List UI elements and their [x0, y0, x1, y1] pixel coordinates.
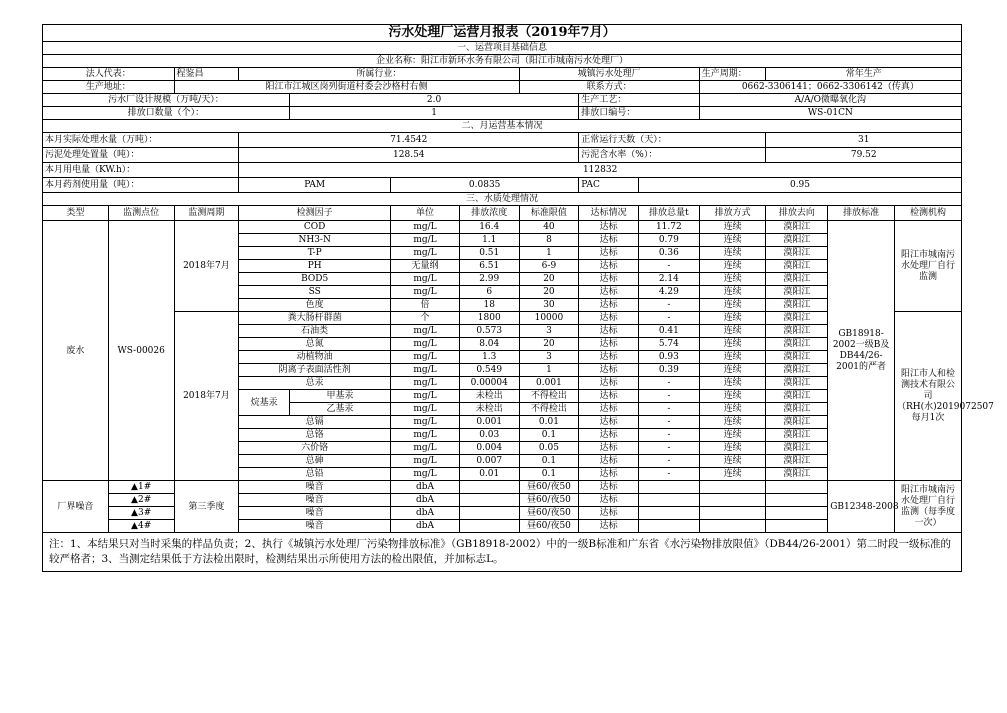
- cell-limit: 不得检出: [519, 390, 579, 403]
- cell-mode: 连续: [699, 416, 766, 429]
- cell-unit: 倍: [391, 299, 460, 312]
- cell-status: 达标: [579, 429, 639, 442]
- header-period: 监测周期: [174, 206, 239, 221]
- cell-dest: [766, 520, 828, 533]
- cell-conc: 8.04: [459, 338, 519, 351]
- pac-value: 0.95: [638, 178, 961, 193]
- cell-factor: 总汞: [239, 377, 391, 390]
- cell-factor: 甲基汞: [289, 390, 390, 403]
- header-mode: 排放方式: [699, 206, 766, 221]
- cell-unit: mg/L: [391, 247, 460, 260]
- period-noise: 第三季度: [174, 481, 239, 533]
- cell-conc: [459, 520, 519, 533]
- cell-mode: 连续: [699, 286, 766, 299]
- cell-factor: 粪大肠杆群菌: [239, 312, 391, 325]
- cell-mode: 连续: [699, 429, 766, 442]
- cell-conc: [459, 494, 519, 507]
- water-volume-label: 本月实际处理水量（万吨）：: [43, 133, 239, 148]
- legal-rep-value: 程鉴昌: [174, 68, 239, 81]
- section-title-monthly: 二、月运营基本情况: [43, 120, 962, 133]
- cell-conc: [459, 481, 519, 494]
- outlet-code-label: 排放口编号：: [579, 107, 699, 120]
- cell-dest: 漠阳江: [766, 286, 828, 299]
- cell-factor: 乙基汞: [289, 403, 390, 416]
- cell-dest: 漠阳江: [766, 312, 828, 325]
- cell-unit: mg/L: [391, 364, 460, 377]
- cell-limit: 20: [519, 338, 579, 351]
- footnote: 注：1、本结果只对当时采集的样品负责；2、执行《城镇污水处理厂污染物排放标准》（GB18918-2002）中的一级B标准和广东省《水污染物排放限值》（DB44/26-2001）第二时段一级标准的较严格者；3、当测定结果低于方法检出限时，检测结果出示所使用方法的检出限值，并加标志L。: [43, 533, 962, 572]
- cell-total: 0.39: [638, 364, 699, 377]
- cell-status: 达标: [579, 403, 639, 416]
- cell-conc: 18: [459, 299, 519, 312]
- cell-dest: 漠阳江: [766, 338, 828, 351]
- cell-dest: [766, 494, 828, 507]
- cell-conc: 0.03: [459, 429, 519, 442]
- period-a: 2018年7月: [174, 221, 239, 312]
- enterprise-name: 企业名称：阳江市新环水务有限公司（阳江市城南污水处理厂）: [43, 55, 962, 68]
- report-body: [43, 25, 994, 572]
- cell-unit: mg/L: [391, 429, 460, 442]
- cell-mode: 连续: [699, 377, 766, 390]
- cell-status: 达标: [579, 455, 639, 468]
- cell-dest: 漠阳江: [766, 455, 828, 468]
- cell-total: 0.79: [638, 234, 699, 247]
- cell-total: 0.93: [638, 351, 699, 364]
- cell-factor: NH3-N: [239, 234, 391, 247]
- cell-factor: 六价铬: [239, 442, 391, 455]
- cell-status: 达标: [579, 481, 639, 494]
- pac-label: PAC: [579, 178, 639, 193]
- cell-limit: 昼60/夜50: [519, 481, 579, 494]
- cell-mode: [699, 507, 766, 520]
- cell-dest: 漠阳江: [766, 299, 828, 312]
- cell-mode: 连续: [699, 442, 766, 455]
- header-dest: 排放去向: [766, 206, 828, 221]
- cell-mode: 连续: [699, 455, 766, 468]
- header-limit: 标准限值: [519, 206, 579, 221]
- cell-total: 5.74: [638, 338, 699, 351]
- cell-total: 0.41: [638, 325, 699, 338]
- cell-unit: mg/L: [391, 416, 460, 429]
- cell-dest: 漠阳江: [766, 442, 828, 455]
- cell-conc: 6.51: [459, 260, 519, 273]
- cell-mode: 连续: [699, 403, 766, 416]
- water-volume-value: 71.4542: [239, 133, 579, 148]
- header-conc: 排放浓度: [459, 206, 519, 221]
- cell-total: 2.14: [638, 273, 699, 286]
- cell-conc: 0.01: [459, 468, 519, 481]
- cell-total: [638, 494, 699, 507]
- cell-limit: 0.01: [519, 416, 579, 429]
- legal-rep-label: 法人代表：: [43, 68, 175, 81]
- cell-dest: 漠阳江: [766, 247, 828, 260]
- cell-status: 达标: [579, 507, 639, 520]
- cell-status: 达标: [579, 338, 639, 351]
- cell-unit: dbA: [391, 494, 460, 507]
- cell-dest: [766, 481, 828, 494]
- cell-total: -: [638, 455, 699, 468]
- cell-unit: mg/L: [391, 351, 460, 364]
- cell-total: -: [638, 416, 699, 429]
- cell-factor: 总镉: [239, 416, 391, 429]
- contact-value: 0662-3306141；0662-3306142（传真）: [699, 81, 961, 94]
- outlet-count-value: 1: [289, 107, 578, 120]
- cell-dest: 漠阳江: [766, 390, 828, 403]
- cell-conc: 1.1: [459, 234, 519, 247]
- cell-total: -: [638, 312, 699, 325]
- sludge-label: 污泥处理处置量（吨）：: [43, 148, 239, 163]
- report-container: [42, 24, 994, 572]
- cell-status: 达标: [579, 377, 639, 390]
- cell-unit: dbA: [391, 520, 460, 533]
- cell-mode: 连续: [699, 221, 766, 234]
- cell-status: 达标: [579, 312, 639, 325]
- cell-conc: 2.99: [459, 273, 519, 286]
- cell-conc: 1800: [459, 312, 519, 325]
- cell-unit: mg/L: [391, 325, 460, 338]
- report-table: [42, 24, 994, 572]
- cell-limit: 10000: [519, 312, 579, 325]
- section-title-basic: 一、运营项目基础信息: [43, 42, 962, 55]
- cell-dest: 漠阳江: [766, 221, 828, 234]
- type-wastewater: 废水: [43, 221, 109, 481]
- cell-conc: 未检出: [459, 403, 519, 416]
- cell-mode: 连续: [699, 351, 766, 364]
- process-value: A/A/O微曝氧化沟: [699, 94, 961, 107]
- address-value: 阳江市江城区岗列街道村委会沙格村右侧: [174, 81, 519, 94]
- cell-factor: COD: [239, 221, 391, 234]
- cell-factor: 动植物油: [239, 351, 391, 364]
- cell-status: 达标: [579, 299, 639, 312]
- cell-unit: mg/L: [391, 377, 460, 390]
- cell-factor: 石油类: [239, 325, 391, 338]
- cell-status: 达标: [579, 364, 639, 377]
- cell-unit: mg/L: [391, 221, 460, 234]
- agency-a: 阳江市城南污水处理厂自行监测: [894, 221, 961, 312]
- cell-dest: [766, 507, 828, 520]
- address-label: 生产地址：: [43, 81, 175, 94]
- cell-status: 达标: [579, 351, 639, 364]
- industry-value: 城镇污水处理厂: [519, 68, 699, 81]
- cell-status: 达标: [579, 247, 639, 260]
- cell-conc: 16.4: [459, 221, 519, 234]
- period-label: 生产周期：: [699, 68, 766, 81]
- cell-factor: 总铬: [239, 429, 391, 442]
- cell-limit: 0.001: [519, 377, 579, 390]
- cell-limit: 3: [519, 351, 579, 364]
- cell-mode: 连续: [699, 234, 766, 247]
- cell-dest: 漠阳江: [766, 364, 828, 377]
- cell-factor: 阴离子表面活性剂: [239, 364, 391, 377]
- pam-value: 0.0835: [391, 178, 579, 193]
- alkyl-mercury-group: 烷基汞: [239, 390, 290, 416]
- cell-status: 达标: [579, 416, 639, 429]
- cell-unit: 个: [391, 312, 460, 325]
- cell-unit: 无量纲: [391, 260, 460, 273]
- cell-point: ▲2#: [108, 494, 174, 507]
- header-unit: 单位: [391, 206, 460, 221]
- pam-label: PAM: [239, 178, 391, 193]
- cell-status: 达标: [579, 520, 639, 533]
- cell-status: 达标: [579, 273, 639, 286]
- cell-limit: 30: [519, 299, 579, 312]
- cell-conc: [459, 507, 519, 520]
- design-scale-value: 2.0: [289, 94, 578, 107]
- header-total: 排放总量t: [638, 206, 699, 221]
- cell-mode: [699, 481, 766, 494]
- cell-point: ▲4#: [108, 520, 174, 533]
- cell-dest: 漠阳江: [766, 351, 828, 364]
- cell-status: 达标: [579, 325, 639, 338]
- cell-unit: mg/L: [391, 273, 460, 286]
- cell-point: ▲1#: [108, 481, 174, 494]
- cell-mode: 连续: [699, 260, 766, 273]
- cell-factor: SS: [239, 286, 391, 299]
- cell-conc: 1.3: [459, 351, 519, 364]
- cell-limit: 1: [519, 364, 579, 377]
- contact-label: 联系方式：: [519, 81, 699, 94]
- cell-mode: 连续: [699, 299, 766, 312]
- header-type: 类型: [43, 206, 109, 221]
- point-wastewater: WS-00026: [108, 221, 174, 481]
- process-label: 生产工艺：: [579, 94, 699, 107]
- cell-unit: mg/L: [391, 442, 460, 455]
- cell-conc: 0.001: [459, 416, 519, 429]
- cell-conc: 0.549: [459, 364, 519, 377]
- cell-mode: 连续: [699, 247, 766, 260]
- cell-status: 达标: [579, 260, 639, 273]
- cell-limit: 3: [519, 325, 579, 338]
- cell-conc: 未检出: [459, 390, 519, 403]
- cell-status: 达标: [579, 390, 639, 403]
- cell-unit: mg/L: [391, 390, 460, 403]
- cell-status: 达标: [579, 221, 639, 234]
- cell-total: -: [638, 299, 699, 312]
- moisture-label: 污泥含水率（%）：: [579, 148, 766, 163]
- section-title-quality: 三、水质处理情况: [43, 193, 962, 206]
- cell-total: -: [638, 377, 699, 390]
- cell-limit: 40: [519, 221, 579, 234]
- cell-total: -: [638, 442, 699, 455]
- header-factor: 检测因子: [239, 206, 391, 221]
- cell-factor: 总砷: [239, 455, 391, 468]
- cell-limit: 20: [519, 273, 579, 286]
- header-point: 监测点位: [108, 206, 174, 221]
- type-noise: 厂界噪音: [43, 481, 109, 533]
- cell-mode: 连续: [699, 364, 766, 377]
- note-row: [43, 533, 962, 572]
- outlet-code-value: WS-01CN: [699, 107, 961, 120]
- cell-total: [638, 507, 699, 520]
- cell-mode: 连续: [699, 312, 766, 325]
- running-days-value: 31: [766, 133, 962, 148]
- power-label: 本月用电量（KW.h）：: [43, 163, 239, 178]
- cell-conc: 0.00004: [459, 377, 519, 390]
- cell-conc: 6: [459, 286, 519, 299]
- cell-limit: 不得检出: [519, 403, 579, 416]
- cell-dest: 漠阳江: [766, 260, 828, 273]
- cell-factor: 总铅: [239, 468, 391, 481]
- cell-total: -: [638, 390, 699, 403]
- cell-dest: 漠阳江: [766, 429, 828, 442]
- cell-limit: 1: [519, 247, 579, 260]
- header-standard: 排放标准: [828, 206, 895, 221]
- cell-total: 4.29: [638, 286, 699, 299]
- sludge-value: 128.54: [239, 148, 579, 163]
- period-value: 常年生产: [766, 68, 962, 81]
- cell-status: 达标: [579, 468, 639, 481]
- cell-limit: 20: [519, 286, 579, 299]
- cell-limit: 0.1: [519, 468, 579, 481]
- cell-factor: 噪音: [239, 481, 391, 494]
- cell-limit: 昼60/夜50: [519, 507, 579, 520]
- design-scale-label: 污水厂设计规模（万吨/天）：: [43, 94, 290, 107]
- cell-total: -: [638, 468, 699, 481]
- power-value: 112832: [239, 163, 962, 178]
- cell-mode: 连续: [699, 338, 766, 351]
- agency-b: 阳江市人和检测技术有限公司（RH(水)2019072507每月1次: [894, 312, 961, 481]
- table-row: [43, 481, 962, 494]
- cell-factor: 噪音: [239, 507, 391, 520]
- cell-factor: T-P: [239, 247, 391, 260]
- cell-unit: mg/L: [391, 468, 460, 481]
- cell-dest: 漠阳江: [766, 273, 828, 286]
- agency-noise: 阳江市城南污水处理厂自行监测（每季度一次）: [894, 481, 961, 533]
- cell-status: 达标: [579, 494, 639, 507]
- cell-status: 达标: [579, 442, 639, 455]
- cell-dest: 漠阳江: [766, 468, 828, 481]
- cell-limit: 0.1: [519, 455, 579, 468]
- cell-dest: 漠阳江: [766, 403, 828, 416]
- cell-mode: 连续: [699, 325, 766, 338]
- cell-limit: 0.1: [519, 429, 579, 442]
- cell-total: -: [638, 403, 699, 416]
- cell-total: 11.72: [638, 221, 699, 234]
- cell-unit: mg/L: [391, 455, 460, 468]
- cell-mode: 连续: [699, 468, 766, 481]
- cell-unit: mg/L: [391, 286, 460, 299]
- cell-dest: 漠阳江: [766, 234, 828, 247]
- cell-unit: dbA: [391, 507, 460, 520]
- cell-conc: 0.51: [459, 247, 519, 260]
- table-row: [43, 312, 962, 325]
- cell-unit: mg/L: [391, 234, 460, 247]
- cell-point: ▲3#: [108, 507, 174, 520]
- cell-limit: 昼60/夜50: [519, 494, 579, 507]
- cell-status: 达标: [579, 234, 639, 247]
- header-status: 达标情况: [579, 206, 639, 221]
- cell-factor: PH: [239, 260, 391, 273]
- cell-limit: 0.05: [519, 442, 579, 455]
- chemical-label: 本月药剂使用量（吨）：: [43, 178, 239, 193]
- cell-unit: mg/L: [391, 338, 460, 351]
- outlet-count-label: 排放口数量（个）：: [43, 107, 290, 120]
- cell-factor: 噪音: [239, 494, 391, 507]
- cell-dest: 漠阳江: [766, 377, 828, 390]
- page-title: 污水处理厂运营月报表（2019年7月）: [43, 25, 962, 42]
- cell-total: -: [638, 260, 699, 273]
- industry-label: 所属行业：: [239, 68, 519, 81]
- cell-unit: mg/L: [391, 403, 460, 416]
- cell-limit: 8: [519, 234, 579, 247]
- cell-total: -: [638, 429, 699, 442]
- cell-conc: 0.007: [459, 455, 519, 468]
- cell-mode: [699, 494, 766, 507]
- quality-header-row: [43, 206, 962, 221]
- cell-total: [638, 481, 699, 494]
- table-row: [43, 221, 962, 234]
- standard-noise: GB12348-2008: [828, 481, 895, 533]
- cell-total: [638, 520, 699, 533]
- cell-dest: 漠阳江: [766, 325, 828, 338]
- cell-factor: 总氮: [239, 338, 391, 351]
- cell-mode: [699, 520, 766, 533]
- moisture-value: 79.52: [766, 148, 962, 163]
- cell-unit: dbA: [391, 481, 460, 494]
- cell-mode: 连续: [699, 390, 766, 403]
- cell-conc: 0.573: [459, 325, 519, 338]
- cell-factor: BOD5: [239, 273, 391, 286]
- period-b: 2018年7月: [174, 312, 239, 481]
- running-days-label: 正常运行天数（天）：: [579, 133, 766, 148]
- cell-dest: 漠阳江: [766, 416, 828, 429]
- cell-factor: 噪音: [239, 520, 391, 533]
- cell-conc: 0.004: [459, 442, 519, 455]
- cell-limit: 昼60/夜50: [519, 520, 579, 533]
- cell-factor: 色度: [239, 299, 391, 312]
- standard-wastewater: GB18918-2002一级B及DB44/26-2001的严者: [828, 221, 895, 481]
- cell-limit: 6-9: [519, 260, 579, 273]
- header-agency: 检测机构: [894, 206, 961, 221]
- cell-status: 达标: [579, 286, 639, 299]
- cell-total: 0.36: [638, 247, 699, 260]
- cell-mode: 连续: [699, 273, 766, 286]
